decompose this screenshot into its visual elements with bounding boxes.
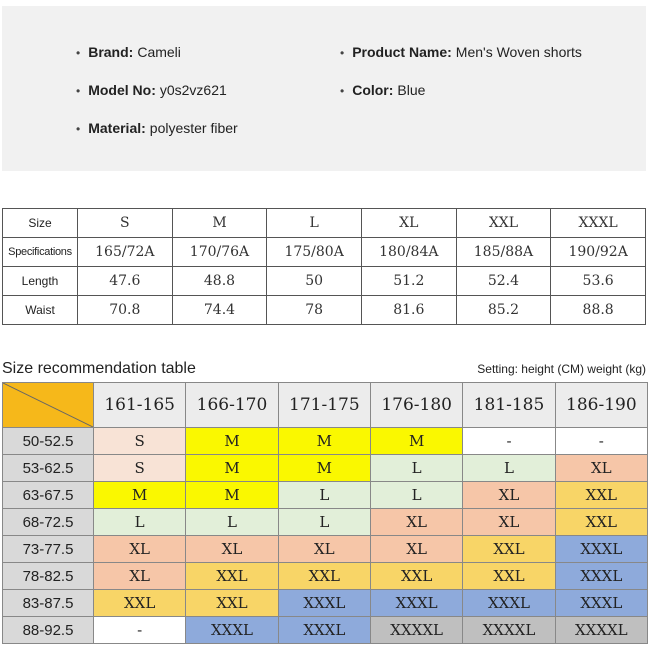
- spec-cell: 185/88A: [456, 238, 551, 267]
- size-cell: M: [278, 455, 370, 482]
- size-cell: XL: [555, 455, 647, 482]
- bullet-icon: •: [76, 84, 81, 98]
- spec-cell: 190/92A: [551, 238, 646, 267]
- bullet-icon: •: [340, 84, 345, 98]
- size-cell: XXL: [94, 590, 186, 617]
- spec-row-label: Waist: [3, 296, 78, 325]
- size-cell: XXL: [555, 509, 647, 536]
- size-spec-table: [2, 208, 646, 325]
- spec-cell: 50: [267, 267, 362, 296]
- size-cell: L: [186, 509, 278, 536]
- corner-cell: [3, 383, 94, 428]
- color-info: [340, 82, 425, 98]
- size-cell: XXXL: [370, 590, 462, 617]
- spec-cell: 165/72A: [78, 238, 173, 267]
- weight-header: 88-92.5: [3, 617, 94, 644]
- weight-header: 73-77.5: [3, 536, 94, 563]
- brand-label: Brand:: [88, 44, 134, 60]
- bullet-icon: •: [340, 46, 345, 60]
- diagonal-divider-icon: [3, 383, 93, 427]
- size-cell: L: [370, 455, 462, 482]
- spec-cell: 180/84A: [361, 238, 456, 267]
- spec-row-label: Specifications: [3, 238, 78, 267]
- height-header: 166-170: [186, 383, 278, 428]
- recommendation-header-row: [3, 383, 648, 428]
- model-no-value: y0s2vz621: [159, 82, 227, 98]
- spec-cell: XXL: [456, 209, 551, 238]
- spec-cell: S: [78, 209, 173, 238]
- size-cell: XXXL: [463, 590, 555, 617]
- size-cell: S: [94, 455, 186, 482]
- recommendation-row: [3, 509, 648, 536]
- size-cell: XL: [463, 509, 555, 536]
- color-label: Color:: [352, 82, 394, 98]
- size-cell: XXXXL: [370, 617, 462, 644]
- size-cell: M: [278, 428, 370, 455]
- spec-cell: 70.8: [78, 296, 173, 325]
- spec-row: [3, 267, 646, 296]
- spec-row: [3, 238, 646, 267]
- weight-header: 83-87.5: [3, 590, 94, 617]
- spec-cell: 52.4: [456, 267, 551, 296]
- height-header: 186-190: [555, 383, 647, 428]
- size-cell: M: [370, 428, 462, 455]
- bullet-icon: •: [76, 46, 81, 60]
- weight-header: 53-62.5: [3, 455, 94, 482]
- spec-cell: 47.6: [78, 267, 173, 296]
- size-cell: -: [94, 617, 186, 644]
- size-cell: XL: [94, 563, 186, 590]
- recommendation-row: [3, 428, 648, 455]
- size-cell: XXL: [186, 590, 278, 617]
- spec-cell: 170/76A: [172, 238, 267, 267]
- bullet-icon: •: [76, 122, 81, 136]
- size-cell: L: [463, 455, 555, 482]
- size-cell: XL: [370, 509, 462, 536]
- spec-cell: XXXL: [551, 209, 646, 238]
- size-cell: XXXXL: [463, 617, 555, 644]
- size-cell: XL: [463, 482, 555, 509]
- spec-cell: 48.8: [172, 267, 267, 296]
- size-cell: XXL: [463, 536, 555, 563]
- size-cell: M: [186, 428, 278, 455]
- size-cell: XXXL: [555, 536, 647, 563]
- size-cell: XXXL: [555, 563, 647, 590]
- spec-cell: L: [267, 209, 362, 238]
- spec-row-label: Length: [3, 267, 78, 296]
- size-cell: S: [94, 428, 186, 455]
- size-cell: L: [278, 509, 370, 536]
- product-name-info: [340, 44, 582, 60]
- spec-row: [3, 296, 646, 325]
- spec-cell: 78: [267, 296, 362, 325]
- size-cell: XXXL: [278, 590, 370, 617]
- size-cell: M: [186, 482, 278, 509]
- recommendation-row: [3, 455, 648, 482]
- size-cell: XXL: [278, 563, 370, 590]
- height-header: 161-165: [94, 383, 186, 428]
- spec-cell: M: [172, 209, 267, 238]
- size-cell: -: [555, 428, 647, 455]
- material-label: Material:: [88, 120, 146, 136]
- material-info: [76, 120, 238, 136]
- weight-header: 63-67.5: [3, 482, 94, 509]
- recommendation-row: [3, 536, 648, 563]
- size-cell: XL: [186, 536, 278, 563]
- size-cell: XXL: [555, 482, 647, 509]
- recommendation-row: [3, 482, 648, 509]
- size-cell: XL: [94, 536, 186, 563]
- height-header: 176-180: [370, 383, 462, 428]
- recommendation-title: Size recommendation table: [2, 360, 196, 377]
- size-cell: XL: [278, 536, 370, 563]
- height-header: 181-185: [463, 383, 555, 428]
- size-cell: XXL: [370, 563, 462, 590]
- spec-cell: 53.6: [551, 267, 646, 296]
- size-cell: L: [94, 509, 186, 536]
- model-no-label: Model No:: [88, 82, 156, 98]
- spec-row-label: Size: [3, 209, 78, 238]
- spec-cell: 81.6: [361, 296, 456, 325]
- size-recommendation-table: [2, 382, 648, 644]
- size-cell: L: [370, 482, 462, 509]
- spec-row: [3, 209, 646, 238]
- size-cell: XL: [370, 536, 462, 563]
- size-cell: XXL: [186, 563, 278, 590]
- model-no-info: [76, 82, 227, 98]
- weight-header: 50-52.5: [3, 428, 94, 455]
- spec-cell: 88.8: [551, 296, 646, 325]
- size-cell: M: [186, 455, 278, 482]
- product-info-panel: [2, 6, 646, 171]
- color-value: Blue: [397, 82, 426, 98]
- recommendation-row: [3, 617, 648, 644]
- material-value: polyester fiber: [149, 120, 238, 136]
- brand-info: [76, 44, 181, 60]
- size-cell: M: [94, 482, 186, 509]
- size-cell: XXXL: [278, 617, 370, 644]
- size-cell: XXL: [463, 563, 555, 590]
- size-cell: XXXL: [186, 617, 278, 644]
- spec-cell: 85.2: [456, 296, 551, 325]
- spec-cell: 51.2: [361, 267, 456, 296]
- recommendation-row: [3, 590, 648, 617]
- spec-cell: 175/80A: [267, 238, 362, 267]
- size-cell: XXXXL: [555, 617, 647, 644]
- weight-header: 68-72.5: [3, 509, 94, 536]
- brand-value: Cameli: [137, 44, 181, 60]
- height-header: 171-175: [278, 383, 370, 428]
- spec-cell: XL: [361, 209, 456, 238]
- product-name-label: Product Name:: [352, 44, 452, 60]
- product-name-value: Men's Woven shorts: [455, 44, 582, 60]
- weight-header: 78-82.5: [3, 563, 94, 590]
- size-cell: -: [463, 428, 555, 455]
- size-cell: L: [278, 482, 370, 509]
- spec-cell: 74.4: [172, 296, 267, 325]
- size-cell: XXXL: [555, 590, 647, 617]
- recommendation-setting: Setting: height (CM) weight (kg): [477, 362, 646, 376]
- recommendation-row: [3, 563, 648, 590]
